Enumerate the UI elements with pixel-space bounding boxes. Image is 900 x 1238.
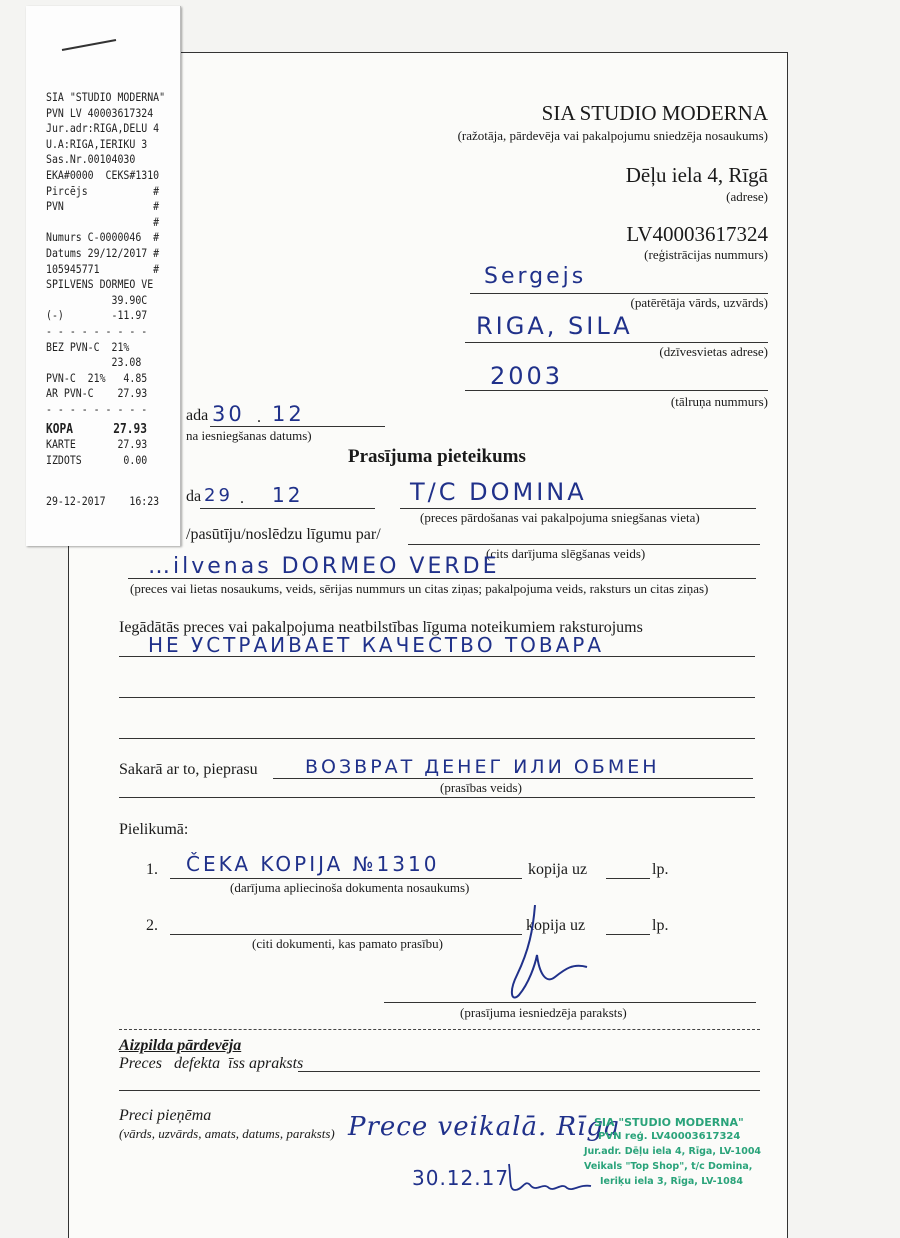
defect-line-2 [119, 697, 755, 698]
receipt-line: BEZ PVN-C 21% [46, 339, 130, 354]
consumer-name-handwritten: Sergejs [484, 264, 587, 289]
receipt-line: 39.90C [46, 292, 148, 307]
attachment-2-number: 2. [146, 917, 158, 934]
purchase-date-line [200, 508, 375, 509]
receipt-line: Sas.Nr.00104030 [46, 152, 136, 167]
receipt-line: (-) -11.97 [46, 308, 148, 323]
receipt-line: 23.08 [46, 355, 142, 370]
receipt-line: Numurs C-0000046 # [46, 230, 160, 245]
signature-line [384, 1002, 756, 1003]
seller-defect-label: Preces defekta īss apraksts [119, 1055, 304, 1072]
consumer-address-caption: (dzīvesvietas adrese) [659, 344, 768, 359]
purchase-dot: . [240, 490, 244, 507]
receipt-line: SIA "STUDIO MODERNA" [46, 90, 166, 104]
submission-day-handwritten: 30 [212, 402, 245, 426]
seller-separator [119, 1029, 760, 1030]
seller-accepted-handwritten: Prece veikalā. Rīga [348, 1112, 621, 1142]
seller-accepted-caption: (vārds, uzvārds, amats, datums, paraksts) [119, 1126, 335, 1141]
attachments-label: Pielikumā: [119, 821, 189, 838]
receipt-line: Pircējs # [46, 183, 160, 198]
consumer-name-caption: (patērētāja vārds, uzvārds) [630, 295, 768, 310]
stamp-line-2: PVN reģ. LV40003617324 [598, 1131, 741, 1142]
stamp-line-5: Ieriķu iela 3, Rīga, LV-1084 [600, 1176, 743, 1187]
attachment-2-caption: (citi dokumenti, kas pamato prasību) [252, 936, 443, 951]
consumer-address-handwritten: RIGA, SILA [476, 312, 633, 340]
stamp-line-4: Veikals "Top Shop", t/c Domina, [584, 1161, 753, 1172]
consumer-name-line [470, 293, 768, 294]
purchase-day-handwritten: 29 [204, 485, 233, 506]
seller-signature [505, 1160, 595, 1196]
submission-date-line [210, 426, 385, 427]
seller-date-handwritten: 30.12.17 [412, 1166, 510, 1190]
seller-defect-line-2 [119, 1090, 760, 1091]
receipt-line: 29-12-2017 16:23 [46, 494, 160, 508]
receipt-line: Datums 29/12/2017 # [46, 246, 160, 260]
receipt-pen-mark [60, 34, 120, 54]
consumer-address-line [465, 342, 768, 343]
receipt-line: AR PVN-C 27.93 [46, 386, 148, 401]
purchase-other-label: /pasūtīju/noslēdzu līgumu par/ [186, 526, 381, 543]
receipt-line: 105945771 # [46, 261, 160, 276]
company-reg-caption: (reģistrācijas nummurs) [644, 247, 768, 262]
attachment-2-lp: lp. [652, 917, 669, 934]
purchase-item-caption: (preces vai lietas nosaukums, veids, sērijas nummurs un citas ziņas; pakalpojuma veids, raksturs un citas ziņas) [130, 581, 709, 596]
purchase-prefix: da [186, 488, 202, 505]
applicant-signature [495, 905, 605, 1015]
demand-bottom-line [119, 797, 755, 798]
receipt-line: - - - - - - - - - [46, 324, 148, 338]
receipt-line: PVN # [46, 199, 160, 214]
receipt-line: KARTE 27.93 [46, 437, 148, 452]
defect-handwritten: НЕ УСТРАИВАЕТ КАЧЕСТВО ТОВАРА [148, 633, 605, 657]
consumer-phone-handwritten: 2003 [490, 362, 564, 390]
defect-label: Iegādātās preces vai pakalpojuma neatbilstības līguma noteikumiem raksturojums [119, 619, 643, 636]
purchase-place-line [400, 508, 756, 509]
company-name: SIA STUDIO MODERNA [541, 101, 768, 125]
purchase-item-line [128, 578, 756, 579]
stamp-line-3: Jur.adr. Dēļu iela 4, Rīga, LV-1004 [584, 1146, 762, 1157]
seller-accepted-label: Preci pieņēma [119, 1107, 212, 1124]
purchase-month-handwritten: 12 [272, 483, 304, 507]
attachment-1-line [170, 878, 522, 879]
receipt-line: PVN LV 40003617324 [46, 105, 154, 120]
seller-heading: Aizpilda pārdevēja [119, 1037, 242, 1054]
signature-caption: (prasījuma iesniedzēja paraksts) [460, 1005, 627, 1020]
receipt-line: U.A:RIGA,IERIKU 3 [46, 136, 148, 151]
receipt-line: PVN-C 21% 4.85 [46, 370, 148, 385]
purchase-place-handwritten: T/C DOMINA [410, 478, 587, 506]
receipt-line: Jur.adr:RIGA,DELU 4 [46, 121, 160, 136]
attachment-1-lp: lp. [652, 861, 669, 878]
receipt-line: # [46, 214, 160, 229]
receipt-line: - - - - - - - - - [46, 402, 148, 416]
company-address-caption: (adrese) [726, 189, 768, 204]
form-title: Prasījuma pieteikums [348, 446, 526, 467]
demand-line [273, 778, 753, 779]
attachment-1-pages-line [606, 878, 650, 879]
stamp-line-1: SIA "STUDIO MODERNA" [594, 1116, 744, 1129]
seller-defect-line [298, 1071, 760, 1072]
defect-line-1 [119, 656, 755, 657]
receipt-line: EKA#0000 CEKS#1310 [46, 168, 160, 182]
attachment-2-pages-line [606, 934, 650, 935]
consumer-phone-caption: (tālruņa nummurs) [670, 394, 768, 409]
submission-month-handwritten: 12 [272, 402, 305, 426]
demand-caption: (prasības veids) [440, 780, 522, 795]
attachment-2-line [170, 934, 522, 935]
defect-line-3 [119, 738, 755, 739]
company-address: Dēļu iela 4, Rīgā [625, 163, 768, 187]
purchase-other-caption: (cits darījuma slēgšanas veids) [486, 546, 646, 561]
submission-prefix: ada [186, 407, 209, 424]
receipt-line: KOPĀ 27.93 [46, 421, 147, 437]
attachment-2-suffix: kopija uz [526, 917, 586, 934]
purchase-item-handwritten: …ilvenas DORMEO VERDE [148, 554, 500, 579]
attachment-1-caption: (darījuma apliecinoša dokumenta nosaukums) [230, 880, 470, 895]
attachment-1-number: 1. [146, 861, 158, 878]
demand-handwritten: ВОЗВРАТ ДЕНЕГ ИЛИ ОБМЕН [305, 756, 660, 778]
submission-caption: na iesniegšanas datums) [186, 428, 312, 443]
purchase-other-line [408, 544, 760, 545]
attachment-1-suffix: kopija uz [528, 861, 588, 878]
purchase-place-caption: (preces pārdošanas vai pakalpojuma sniegšanas vieta) [420, 510, 700, 525]
receipt-line: IZDOTS 0.00 [46, 452, 148, 467]
company-name-caption: (ražotāja, pārdevēja vai pakalpojumu sniedzēja nosaukums) [457, 128, 768, 143]
attachment-1-handwritten: ČEKA KOPIJA №1310 [186, 852, 440, 876]
submission-dot: . [257, 409, 261, 426]
company-reg-no: LV40003617324 [626, 222, 768, 246]
cash-receipt [26, 6, 181, 546]
demand-label: Sakarā ar to, pieprasu [119, 761, 258, 778]
consumer-phone-line [465, 390, 768, 391]
receipt-line: SPILVENS DORMEO VE [46, 277, 154, 292]
